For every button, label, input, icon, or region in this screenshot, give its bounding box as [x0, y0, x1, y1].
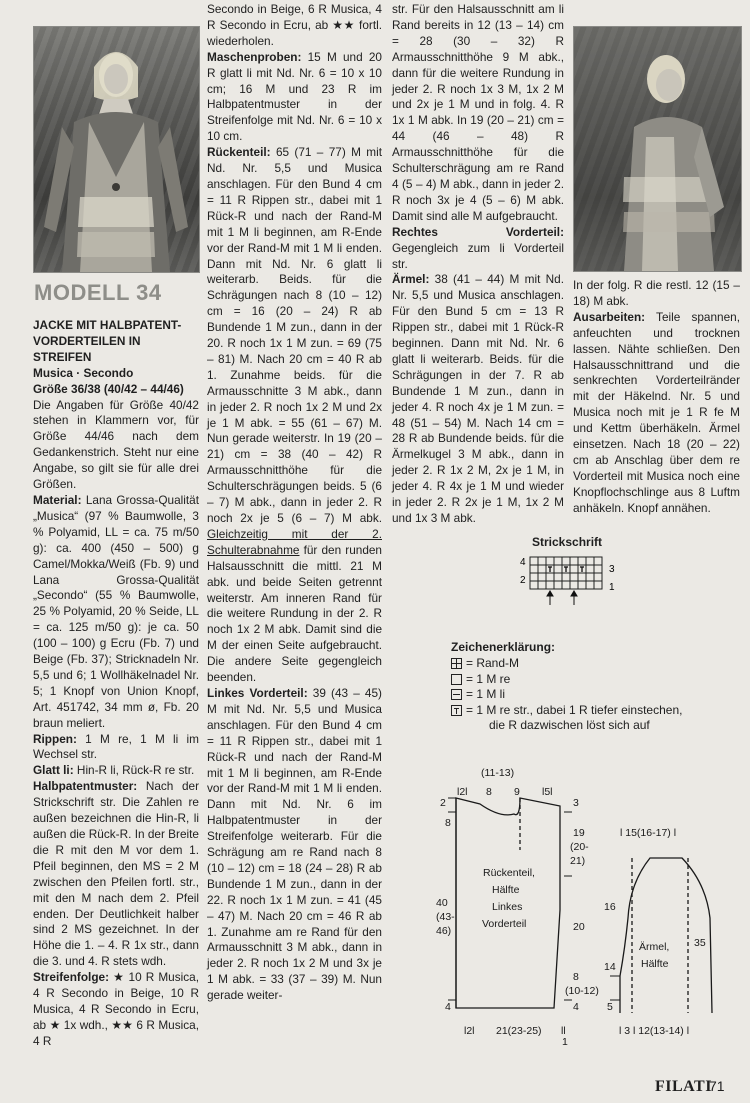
knit-stitch-icon	[451, 674, 462, 685]
col3-text: str. Für den Halsausschnitt am li Rand bereits in 12 (13 – 14) cm = 28 (30 – 32) R Armausschnitthöhe 9 M abk., dann für die weitere Rundung in jeder 2. R noch 1x 3 M, 1x 2 M und 2x je 1 M und in folg. 4. R 1x 1 M abk. In 19 (20 – 21) cm = 44 (46 – 48) R Armausschnitthöhe für die Schulterschrägung am re Rand 4 (5 – 4) M abk., dann in jeder 2. R noch 3x je 4 (5 – 6) M abk. Damit sind alle M aufgebraucht.	[392, 2, 564, 223]
material-text: Lana Grossa-Qualität „Musica“ (97 % Baumwolle, 3 % Polyamid, LL = ca. 75 m/50 g): ca. 400 (450 – 500) g Camel/Mokka/Weiß (Fb. 9) und Lana Grossa-Qualität „Secondo“ (55 % Baumwolle, 25 % Polyamid, 20 % Seide, LL = ca. 125 m/50 g): je ca. 50 (100 – 100) g Ecru (Fb. 7) und Beige (Fb. 37); Stricknadeln Nr. 5,5 und 6; 1 Wollhäkelnadel Nr. 5; 1 Knopf von Union Knopf, Art. 451742, 34 mm ø, Fb. 20 braun meliert.	[33, 492, 199, 730]
schem-body-1: Rückenteil,	[483, 867, 535, 879]
schem-bottom-1: l2l	[464, 1025, 475, 1037]
halbpatent-text: Nach der Strickschrift str. Die Zahlen re außen bezeichnen die Hin-R, li außen die Rück-R. In der Breite die R mit den M vor dem 1. Pfeil beginnen, den MS = 2 M zwischen den Pfeilen fortl. str., mit den M nach dem 2. Pfeil enden. Der Deutlichkeit halber sind 2 MS gezeichnet. In der Höhe die 1. – 4. R 1x str., dann die 3. und 4. R stets wdh.	[33, 779, 200, 969]
schem-sleeve-1: Ärmel,	[639, 941, 670, 953]
model-photo-front	[33, 26, 200, 273]
footer-brand: FILATI	[655, 1078, 712, 1095]
rechtes-label: Rechtes Vorderteil:	[392, 224, 564, 239]
model-figure-side	[574, 27, 741, 271]
legend-tief	[451, 703, 682, 719]
glatt-text: Hin-R li, Rück-R re str.	[76, 763, 195, 778]
column-3	[392, 2, 564, 527]
size-label: Größe 36/38 (40/42 – 44/46)	[33, 381, 184, 396]
schem-top-left-1: l2l	[457, 786, 468, 798]
material-label: Material:	[33, 492, 82, 507]
col4-text: In der folg. R die restl. 12 (15 – 18) M abk.	[573, 278, 740, 308]
footer-page-number: 71	[709, 1078, 725, 1094]
schem-body-3: Linkes	[492, 901, 523, 913]
rueckenteil-cont: für den runden Halsausschnitt die mittl. 21 M abk. und beide Seiten getrennt weiterstr. Am inneren Rand für die weitere Rundung in der 2. R noch 1x 2 M abk. Damit sind die M der einen Seite aufgebraucht. Die andere Seite gegengleich beenden.	[207, 542, 382, 685]
streifen-text: ★ 10 R Musica, 4 R Secondo in Beige, 10 R Musica, 4 R Secondo in Ecru, ab ★ 1x wdh., ★★ 6 R Musica, 4 R	[33, 970, 199, 1048]
halbpatent-label: Halbpatentmuster:	[33, 779, 138, 794]
ausarbeiten-text: Teile spannen, anfeuchten und trocknen lassen. Nähte schließen. Den Halsausschnittrand und die senkrechten Vorderteilränder mit der Häkelnd. Nr. 5 und Musica noch mit je 1 R fe M und Kettm überhäkeln. Ärmel einsetzen. Nach 18 (20 – 22) cm ab Anschlag über dem re Vorderteil mit Musica noch eine Knopflochschlinge aus 8 Luftm anhäkeln. Knopf annähen.	[573, 309, 740, 515]
gleichzeitig-text: Gleichzeitig mit der 2. Schulterabnahme	[207, 526, 382, 557]
legend-rand	[451, 656, 682, 672]
chart-row-3: 3	[609, 564, 615, 575]
legend-title: Zeichenerklärung:	[451, 640, 556, 654]
maschenproben-text: 15 M und 20 R glatt li mit Nd. Nr. 6 = 10 x 10 cm; 16 M und 23 R im Halbpatentmuster in der Streifenfolge mit Nd. Nr. 6 = 10 x 10 cm.	[207, 49, 382, 144]
column-2	[207, 2, 382, 1004]
legend-re	[451, 672, 682, 688]
schem-bottom-4: 1	[562, 1036, 568, 1048]
maschenproben-label: Maschenproben:	[207, 49, 302, 64]
chart-arrows	[547, 591, 577, 605]
schem-sleeve-16: 16	[604, 901, 616, 913]
schem-right-4: 4	[573, 1001, 579, 1013]
schem-left-40b: (43-	[436, 911, 455, 923]
purl-stitch-icon	[451, 689, 462, 700]
schem-bottom-3: ll	[561, 1025, 566, 1037]
schem-left-40c: 46)	[436, 925, 452, 937]
rippen-label: Rippen:	[33, 731, 77, 746]
schem-top-right-1: 9	[514, 786, 520, 798]
legend-tief-text-1: = 1 M re str., dabei 1 R tiefer einstechen,	[466, 702, 683, 717]
schem-right-19c: 21)	[570, 855, 586, 867]
legend	[451, 656, 682, 734]
aermel-text: 38 (41 – 44) M mit Nd. Nr. 5,5 und Musica anschlagen. Für den Bund 5 cm = 13 R Rippen str., dabei mit 1 Rück-R beginnen. Dann mit Nd. Nr. 6 glatt li weiterarb. Beids. für die Schrägungen in der 7. R ab Bundende 1 M zun., dann in jeder 4. R noch 4x je 1 M zun. = 48 (51 – 54) M. Nach 14 cm = 28 R ab Bundende beids. für die Ärmelkugel 3 M abk., dann in jeder 2. R 1x 2 M, 2x je 1 M, in jeder 4. R 4x je 1 M und wieder in jeder 2. R 2x je 1 M, 1x 2 M und 1x 3 M abk.	[392, 272, 565, 525]
schem-right-8b: (10-12)	[565, 985, 599, 997]
chart-row-4: 4	[520, 557, 526, 568]
column-4	[573, 278, 740, 517]
schem-sleeve-5: 5	[607, 1001, 613, 1013]
ausarbeiten-label: Ausarbeiten:	[573, 309, 646, 324]
schem-sleeve-bottom: l 3 l 12(13-14) l	[619, 1025, 690, 1037]
model-title: MODELL 34	[34, 280, 162, 305]
aermel-label: Ärmel:	[392, 272, 430, 287]
schematic-diagram	[420, 758, 735, 1048]
schem-left-8: 8	[445, 817, 451, 829]
schem-sleeve-35: 35	[694, 937, 706, 949]
legend-tief-2: die R dazwischen löst sich auf	[489, 718, 650, 732]
schem-right-19: 19	[573, 827, 585, 839]
model-photo-side	[573, 26, 742, 272]
glatt-label: Glatt li:	[33, 763, 74, 778]
schem-right-20: 20	[573, 921, 585, 933]
rechtes-text: Gegengleich zum li Vorderteil str.	[392, 240, 564, 271]
legend-rand-text: = Rand-M	[466, 656, 520, 670]
schem-right-3: 3	[573, 797, 579, 809]
schem-right-19b: (20-	[570, 841, 589, 853]
schem-top-right-2: l5l	[542, 786, 553, 798]
rippen-text: 1 M re, 1 M li im Wechsel str.	[33, 731, 199, 762]
strickschrift-title: Strickschrift	[532, 535, 603, 549]
rueckenteil-label: Rückenteil:	[207, 145, 271, 160]
size-text: Die Angaben für Größe 40/42 stehen in Klammern vor, für Größe 44/46 nach dem Gedankenstrich. Steht nur eine Angabe, so gilt sie für alle drei Größen.	[33, 397, 199, 492]
schem-sleeve-2: Hälfte	[641, 958, 669, 970]
chart-row-1: 1	[609, 582, 615, 593]
jacket-title-1: JACKE MIT HALBPATENT-	[33, 318, 182, 332]
legend-li	[451, 687, 682, 703]
chart-grid	[530, 557, 602, 589]
schem-bottom-2: 21(23-25)	[496, 1025, 542, 1037]
schem-sleeve-top: l 15(16-17) l	[620, 827, 677, 839]
streifen-label: Streifenfolge:	[33, 970, 110, 985]
legend-re-text: = 1 M re	[466, 671, 511, 686]
schem-sleeve-ticks	[610, 976, 620, 1000]
rand-m-icon	[451, 658, 462, 669]
schem-top-width: (11-13)	[481, 767, 515, 779]
linkes-text: 39 (43 – 45) M mit Nd. Nr. 5,5 und Musica anschlagen. Für den Bund 4 cm = 11 R Rippen str., dabei mit 1 Rück-R und nach der Rand-M mit 1 M li beginnen, am R-Ende vor der Rand-M mit 1 M li enden. Dann mit Nd. Nr. 6 im Halbpatentmuster in der Streifenfolge weiterarb. Für die Schrägung am re Rand nach 8 (10 – 12) cm = 18 (24 – 28) R ab Bundende 1 M zun., dann in der 22. R noch 1x 1 M zun. = 41 (45 – 47) M. Nach 20 cm = 46 R ab 1. Zunahme am re Rand für den Armausschnitt 3 M abk., dann in jeder 2. R noch 1x 2 M und 3x je 1 M abk. = 33 (37 – 39) M. Nun gerade weiter-	[207, 685, 382, 1003]
jacket-title-2: VORDERTEILEN IN STREIFEN	[33, 333, 141, 364]
schem-body-2: Hälfte	[492, 884, 520, 896]
t-stitch-icon	[451, 705, 462, 716]
yarn-title: Musica · Secondo	[33, 365, 134, 380]
schem-top-left-2: 8	[486, 786, 492, 798]
schem-sleeve-14: 14	[604, 961, 616, 973]
schem-left-4: 4	[445, 1001, 451, 1013]
linkes-label: Linkes Vorderteil:	[207, 685, 308, 700]
column-1	[33, 318, 199, 1050]
strickschrift-chart	[515, 553, 615, 607]
streifen-cont: Secondo in Beige, 6 R Musica, 4 R Secondo in Ecru, ab ★★ fortl. wiederholen.	[207, 2, 382, 48]
legend-li-text: = 1 M li	[466, 687, 506, 701]
rueckenteil-text: 65 (71 – 77) M mit Nd. Nr. 5,5 und Musica anschlagen. Für den Bund 4 cm = 11 R Rippen str., dabei mit 1 Rück-R und nach der Rand-M mit 1 M li beginnen, am R-Ende vor der Rand-M mit 1 M li enden. Dann mit Nd. Nr. 6 glatt li weiterarb. Beids. für die Schrägungen nach 8 (10 – 12) cm = 16 (20 – 24) R ab Bundende 1 M zun., dann in der 20. R noch 1x 1 M zun. = 69 (75 – 81) M. Nach 20 cm = 40 R ab 1. Zunahme beids. für die Armausschnitte 3 M abk., dann in jeder 2. R noch 1x 2 M und 2x je 1 M abk. = 55 (61 – 67) M. Nun gerade weiterstr. In 19 (20 – 21) cm = 38 (40 – 42) R Armausschnitthöhe für die Schulterschrägungen beids. 5 (6 – 7) M abk., dann in jeder 2. R noch 2x je 5 (6 – 7) M abk.	[207, 145, 382, 525]
schem-body-ticks	[448, 798, 572, 1000]
schem-right-8: 8	[573, 971, 579, 983]
chart-row-2: 2	[520, 575, 526, 586]
model-figure-front	[34, 27, 199, 272]
schem-body-4: Vorderteil	[482, 918, 527, 930]
chart-t-symbols	[548, 567, 584, 572]
schem-left-2: 2	[440, 797, 446, 809]
schem-sleeve-outline	[620, 858, 712, 1013]
schem-left-40: 40	[436, 897, 448, 909]
